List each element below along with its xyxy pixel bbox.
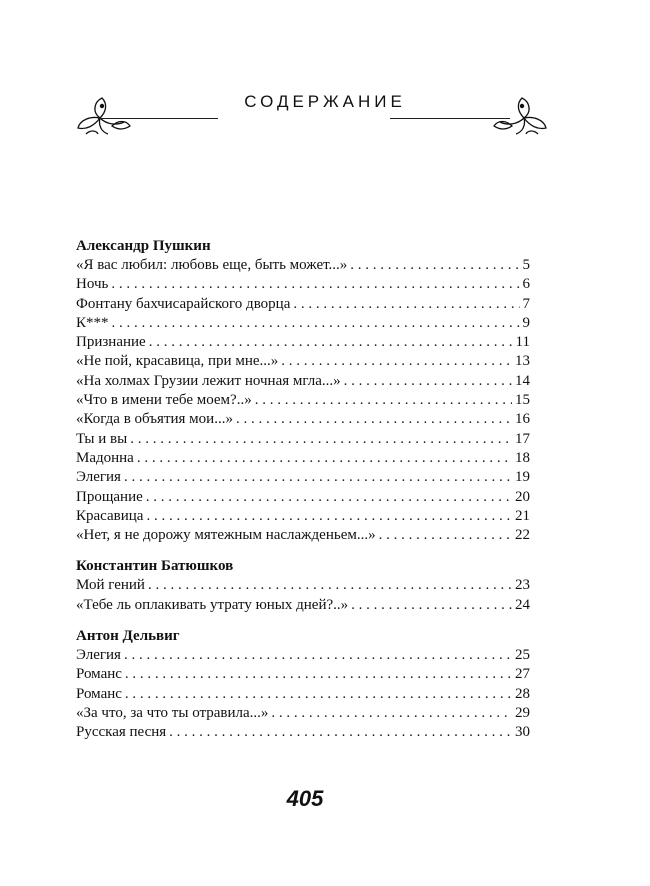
toc-entry[interactable]: [76, 372, 530, 391]
entry-title: «Нет, я не дорожу мятежным наслажденьем...»: [76, 527, 376, 544]
toc-entry[interactable]: [76, 391, 530, 410]
toc-entry[interactable]: [76, 507, 530, 526]
toc-section: [76, 557, 530, 615]
toc-entry[interactable]: [76, 526, 530, 545]
toc-entry[interactable]: [76, 704, 530, 723]
entry-page: 21: [515, 507, 530, 524]
entry-title: «Когда в объятия мои...»: [76, 411, 233, 428]
dot-leader: [112, 314, 520, 333]
entry-title: Фонтану бахчисарайского дворца: [76, 295, 291, 312]
dot-leader: [148, 576, 512, 595]
dot-leader: [146, 488, 512, 507]
toc-entry[interactable]: [76, 352, 530, 371]
entry-page: 11: [515, 334, 530, 351]
entry-title: К***: [76, 314, 109, 331]
toc-entry[interactable]: [76, 685, 530, 704]
toc-entry[interactable]: [76, 295, 530, 314]
toc-entry[interactable]: [76, 596, 530, 615]
entry-page: 22: [515, 527, 530, 544]
dot-leader: [125, 685, 512, 704]
entry-title: Романс: [76, 666, 122, 683]
toc-entry[interactable]: [76, 256, 530, 275]
entry-page: 20: [515, 488, 530, 505]
section-author: Константин Батюшков: [76, 558, 234, 575]
table-of-contents: [76, 237, 530, 743]
toc-entry[interactable]: [76, 723, 530, 742]
entry-page: 30: [515, 724, 530, 741]
entry-title: Прощание: [76, 488, 143, 505]
entry-page: 7: [522, 295, 530, 312]
entry-title: Элегия: [76, 647, 121, 664]
entry-page: 5: [522, 257, 530, 273]
entry-page: 6: [522, 276, 530, 293]
dot-leader: [111, 275, 519, 294]
entry-page: 9: [522, 314, 530, 331]
toc-entry[interactable]: [76, 333, 530, 352]
dot-leader: [124, 646, 512, 665]
entry-title: «Не пой, красавица, при мне...»: [76, 353, 279, 370]
toc-entry[interactable]: [76, 646, 530, 665]
entry-title: «Тебе ль оплакивать утрату юных дней?..»: [76, 596, 349, 613]
section-author: Александр Пушкин: [76, 238, 211, 254]
toc-entry[interactable]: [76, 314, 530, 333]
section-author: Антон Дельвиг: [76, 628, 180, 645]
dot-leader: [124, 468, 512, 487]
entry-title: Русская песня: [76, 724, 167, 741]
entry-title: Ночь: [76, 276, 109, 293]
dot-leader: [149, 333, 513, 352]
entry-title: Красавица: [76, 507, 144, 524]
contents-header: [0, 0, 650, 160]
entry-title: «За что, за что ты отравила...»: [76, 704, 269, 721]
toc-entry[interactable]: [76, 576, 530, 595]
entry-page: 16: [515, 411, 530, 428]
entry-title: Элегия: [76, 469, 121, 486]
entry-page: 18: [515, 449, 530, 466]
toc-entry[interactable]: [76, 410, 530, 429]
dot-leader: [351, 596, 512, 615]
entry-title: Мадонна: [76, 449, 134, 466]
page-number: 405: [286, 786, 324, 811]
page-title: СОДЕРЖАНИЕ: [244, 92, 406, 111]
entry-page: 27: [515, 666, 530, 683]
floral-ornament-icon: [488, 90, 552, 140]
entry-title: Романс: [76, 685, 122, 702]
dot-leader: [350, 256, 519, 275]
dot-leader: [130, 430, 512, 449]
entry-title: «На холмах Грузии лежит ночная мгла...»: [76, 372, 341, 389]
toc-entry[interactable]: [76, 430, 530, 449]
entry-title: Ты и вы: [76, 430, 128, 447]
dot-leader: [281, 352, 512, 371]
dot-leader: [125, 665, 512, 684]
dot-leader: [255, 391, 512, 410]
header-rule-left: [98, 118, 218, 119]
toc-entry[interactable]: [76, 275, 530, 294]
entry-page: 29: [515, 704, 530, 721]
dot-leader: [344, 372, 512, 391]
toc-entry[interactable]: [76, 468, 530, 487]
toc-section: [76, 237, 530, 545]
toc-entry[interactable]: [76, 665, 530, 684]
dot-leader: [146, 507, 512, 526]
entry-page: 17: [515, 430, 530, 447]
entry-page: 19: [515, 469, 530, 486]
entry-page: 13: [515, 353, 530, 370]
entry-title: Признание: [76, 334, 146, 351]
dot-leader: [137, 449, 512, 468]
dot-leader: [379, 526, 512, 545]
dot-leader: [169, 723, 512, 742]
entry-page: 14: [515, 372, 530, 389]
entry-title: «Я вас любил: любовь еще, быть может...»: [76, 257, 348, 273]
toc-entry[interactable]: [76, 488, 530, 507]
toc-entry[interactable]: [76, 449, 530, 468]
entry-page: 25: [515, 647, 530, 664]
toc-section: [76, 627, 530, 742]
dot-leader: [293, 295, 519, 314]
entry-title: «Что в имени тебе моем?..»: [76, 392, 252, 409]
entry-page: 24: [515, 596, 530, 613]
entry-page: 23: [515, 577, 530, 594]
entry-title: Мой гений: [76, 577, 145, 594]
dot-leader: [271, 704, 512, 723]
dot-leader: [236, 410, 512, 429]
entry-page: 15: [515, 392, 530, 409]
entry-page: 28: [515, 685, 530, 702]
